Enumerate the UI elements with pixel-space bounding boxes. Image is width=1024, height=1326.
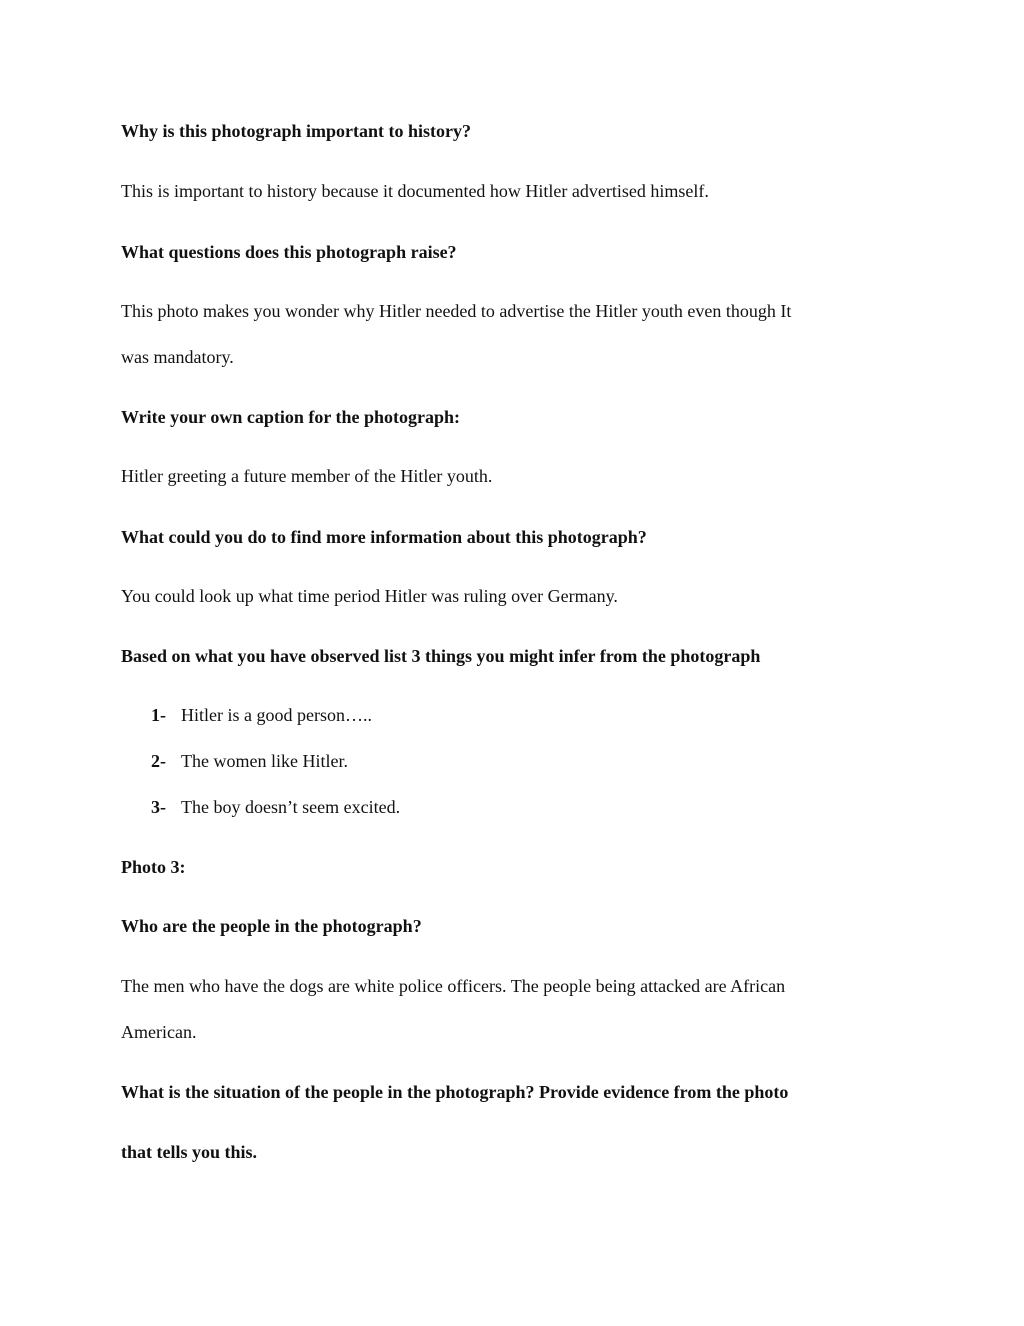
question-people: Who are the people in the photograph?: [121, 916, 422, 936]
list-item: Hitler is a good person…..: [181, 705, 372, 725]
question-importance: Why is this photograph important to history?: [121, 121, 472, 141]
question-infer: Based on what you have observed list 3 things you might infer from the photograph: [121, 646, 761, 666]
answer-raise-line2: was mandatory.: [121, 347, 234, 367]
answer-people-line1: The men who have the dogs are white police officers. The people being attacked are African: [121, 976, 786, 996]
question-caption: Write your own caption for the photograph:: [121, 407, 461, 427]
list-item-number: 2-: [151, 751, 166, 771]
answer-more-info: You could look up what time period Hitler was ruling over Germany.: [121, 586, 618, 606]
answer-raise-line1: This photo makes you wonder why Hitler needed to advertise the Hitler youth even though It: [121, 301, 792, 321]
answer-importance: This is important to history because it documented how Hitler advertised himself.: [121, 181, 709, 201]
list-item-number: 1-: [151, 705, 166, 725]
list-item: The women like Hitler.: [181, 751, 348, 771]
list-item-number: 3-: [151, 797, 166, 817]
answer-caption: Hitler greeting a future member of the Hitler youth.: [121, 466, 493, 486]
question-raise: What questions does this photograph raise?: [121, 242, 457, 262]
answer-people-line2: American.: [121, 1022, 197, 1042]
question-situation-line2: that tells you this.: [121, 1142, 258, 1162]
question-situation-line1: What is the situation of the people in the photograph? Provide evidence from the photo: [121, 1082, 789, 1102]
photo-label: Photo 3:: [121, 857, 186, 877]
question-more-info: What could you do to find more information about this photograph?: [121, 527, 647, 547]
list-item: The boy doesn’t seem excited.: [181, 797, 401, 817]
